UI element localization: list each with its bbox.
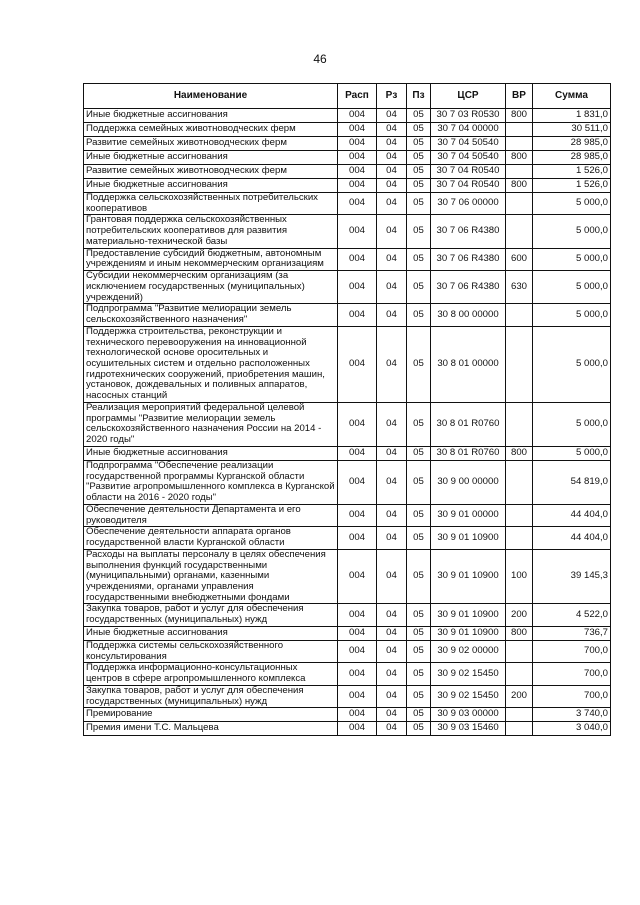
cell-csr: 30 7 04 R0540 [431, 179, 506, 193]
cell-pz: 05 [407, 165, 431, 179]
cell-sum: 700,0 [533, 685, 611, 707]
cell-vr [506, 527, 533, 549]
cell-pz: 05 [407, 604, 431, 626]
cell-name: Развитие семейных животноводческих ферм [84, 137, 338, 151]
cell-rz: 04 [377, 685, 407, 707]
cell-sum: 5 000,0 [533, 446, 611, 460]
table-row [84, 402, 611, 446]
cell-pz: 05 [407, 446, 431, 460]
cell-pz: 05 [407, 123, 431, 137]
cell-pz: 05 [407, 304, 431, 326]
cell-csr: 30 9 01 00000 [431, 504, 506, 526]
page-number: 46 [313, 52, 327, 66]
cell-csr: 30 7 06 00000 [431, 193, 506, 215]
cell-rz: 04 [377, 504, 407, 526]
cell-sum: 736,7 [533, 626, 611, 640]
header-vr: ВР [506, 84, 533, 109]
cell-pz: 05 [407, 549, 431, 604]
cell-name: Премирование [84, 708, 338, 722]
cell-pz: 05 [407, 179, 431, 193]
table-row [84, 137, 611, 151]
table-row [84, 460, 611, 504]
cell-pz: 05 [407, 248, 431, 270]
cell-name: Иные бюджетные ассигнования [84, 109, 338, 123]
cell-name: Обеспечение деятельности аппарата органов государственной власти Курганской области [84, 527, 338, 549]
cell-vr [506, 722, 533, 736]
cell-pz: 05 [407, 708, 431, 722]
cell-rasp: 004 [338, 402, 377, 446]
cell-csr: 30 7 03 R0530 [431, 109, 506, 123]
cell-sum: 3 040,0 [533, 722, 611, 736]
cell-pz: 05 [407, 326, 431, 402]
table-row [84, 604, 611, 626]
cell-rz: 04 [377, 626, 407, 640]
cell-sum: 1 831,0 [533, 109, 611, 123]
cell-sum: 5 000,0 [533, 304, 611, 326]
table-row [84, 722, 611, 736]
cell-vr [506, 193, 533, 215]
cell-csr: 30 7 06 R4380 [431, 271, 506, 304]
budget-table [83, 83, 611, 736]
cell-vr [506, 708, 533, 722]
cell-sum: 44 404,0 [533, 527, 611, 549]
header-rasp: Расп [338, 84, 377, 109]
cell-csr: 30 8 01 R0760 [431, 402, 506, 446]
table-header [84, 84, 611, 109]
header-row [84, 84, 611, 109]
cell-rz: 04 [377, 663, 407, 685]
cell-rasp: 004 [338, 165, 377, 179]
cell-vr: 200 [506, 604, 533, 626]
cell-name: Подпрограмма "Развитие мелиорации земель сельскохозяйственного назначения" [84, 304, 338, 326]
cell-vr [506, 504, 533, 526]
header-name: Наименование [84, 84, 338, 109]
cell-rz: 04 [377, 179, 407, 193]
cell-rasp: 004 [338, 215, 377, 248]
table-row [84, 123, 611, 137]
cell-rz: 04 [377, 248, 407, 270]
table-row [84, 179, 611, 193]
cell-rz: 04 [377, 460, 407, 504]
cell-rz: 04 [377, 708, 407, 722]
cell-csr: 30 7 04 50540 [431, 137, 506, 151]
cell-vr: 800 [506, 626, 533, 640]
table-row [84, 193, 611, 215]
cell-pz: 05 [407, 722, 431, 736]
cell-pz: 05 [407, 527, 431, 549]
cell-rz: 04 [377, 271, 407, 304]
table-row [84, 663, 611, 685]
cell-vr: 630 [506, 271, 533, 304]
cell-csr: 30 9 03 15460 [431, 722, 506, 736]
cell-csr: 30 7 06 R4380 [431, 215, 506, 248]
cell-csr: 30 9 03 00000 [431, 708, 506, 722]
cell-csr: 30 7 04 00000 [431, 123, 506, 137]
cell-csr: 30 9 01 10900 [431, 626, 506, 640]
cell-rasp: 004 [338, 663, 377, 685]
cell-pz: 05 [407, 109, 431, 123]
cell-rasp: 004 [338, 248, 377, 270]
cell-rz: 04 [377, 326, 407, 402]
cell-name: Реализация мероприятий федеральной целевой программы "Развитие мелиорации земель сельскохозяйственного назначения России на 2014 - 2020 годы" [84, 402, 338, 446]
cell-name: Грантовая поддержка сельскохозяйственных потребительских кооперативов для развития материально-технической базы [84, 215, 338, 248]
table-row [84, 640, 611, 662]
cell-pz: 05 [407, 460, 431, 504]
cell-name: Подпрограмма "Обеспечение реализации государственной программы Курганской области "Развитие агропромышленного комплекса в Курганской области на 2016 - 2020 годы" [84, 460, 338, 504]
cell-sum: 44 404,0 [533, 504, 611, 526]
cell-csr: 30 9 01 10900 [431, 527, 506, 549]
cell-pz: 05 [407, 402, 431, 446]
cell-rasp: 004 [338, 179, 377, 193]
cell-name: Развитие семейных животноводческих ферм [84, 165, 338, 179]
cell-rasp: 004 [338, 123, 377, 137]
table-row [84, 527, 611, 549]
cell-rz: 04 [377, 527, 407, 549]
cell-rasp: 004 [338, 137, 377, 151]
cell-name: Поддержка семейных животноводческих ферм [84, 123, 338, 137]
cell-sum: 4 522,0 [533, 604, 611, 626]
table-row [84, 109, 611, 123]
cell-name: Расходы на выплаты персоналу в целях обеспечения выполнения функций государственными (муниципальными) органами, казенными учреждениями, органами управления государственными внебюджетными фондами [84, 549, 338, 604]
cell-name: Субсидии некоммерческим организациям (за исключением государственных (муниципальных) учреждений) [84, 271, 338, 304]
cell-rasp: 004 [338, 504, 377, 526]
table-row [84, 215, 611, 248]
table-row [84, 685, 611, 707]
cell-pz: 05 [407, 640, 431, 662]
cell-csr: 30 7 06 R4380 [431, 248, 506, 270]
table-row [84, 248, 611, 270]
table-row [84, 504, 611, 526]
cell-sum: 5 000,0 [533, 193, 611, 215]
cell-name: Закупка товаров, работ и услуг для обеспечения государственных (муниципальных) нужд [84, 685, 338, 707]
cell-sum: 5 000,0 [533, 215, 611, 248]
cell-rasp: 004 [338, 446, 377, 460]
table-row [84, 271, 611, 304]
cell-rasp: 004 [338, 109, 377, 123]
cell-sum: 3 740,0 [533, 708, 611, 722]
cell-pz: 05 [407, 215, 431, 248]
cell-vr [506, 460, 533, 504]
cell-csr: 30 7 04 50540 [431, 151, 506, 165]
cell-sum: 54 819,0 [533, 460, 611, 504]
cell-rasp: 004 [338, 722, 377, 736]
cell-sum: 1 526,0 [533, 165, 611, 179]
cell-sum: 700,0 [533, 640, 611, 662]
cell-rz: 04 [377, 549, 407, 604]
cell-rasp: 004 [338, 640, 377, 662]
cell-vr [506, 137, 533, 151]
table-row [84, 708, 611, 722]
cell-rz: 04 [377, 640, 407, 662]
cell-sum: 1 526,0 [533, 179, 611, 193]
cell-sum: 5 000,0 [533, 326, 611, 402]
cell-csr: 30 8 00 00000 [431, 304, 506, 326]
cell-name: Иные бюджетные ассигнования [84, 179, 338, 193]
cell-csr: 30 9 01 10900 [431, 604, 506, 626]
cell-sum: 30 511,0 [533, 123, 611, 137]
cell-csr: 30 7 04 R0540 [431, 165, 506, 179]
cell-csr: 30 9 02 15450 [431, 663, 506, 685]
cell-pz: 05 [407, 137, 431, 151]
cell-csr: 30 8 01 R0760 [431, 446, 506, 460]
cell-name: Обеспечение деятельности Департамента и его руководителя [84, 504, 338, 526]
cell-name: Поддержка строительства, реконструкции и технического перевооружения на инновационной технологической основе оросительных и осушительных систем и отдельно расположенных гидротехнических сооружений, приобретения машин, установок, дождевальных и поливных аппаратов, насосных станций [84, 326, 338, 402]
cell-rasp: 004 [338, 460, 377, 504]
cell-rz: 04 [377, 215, 407, 248]
cell-name: Премия имени Т.С. Мальцева [84, 722, 338, 736]
table-row [84, 626, 611, 640]
cell-name: Иные бюджетные ассигнования [84, 446, 338, 460]
cell-rz: 04 [377, 193, 407, 215]
cell-rz: 04 [377, 402, 407, 446]
cell-csr: 30 9 02 00000 [431, 640, 506, 662]
cell-vr [506, 304, 533, 326]
cell-sum: 5 000,0 [533, 402, 611, 446]
cell-rz: 04 [377, 109, 407, 123]
cell-vr [506, 663, 533, 685]
header-sum: Сумма [533, 84, 611, 109]
cell-pz: 05 [407, 626, 431, 640]
cell-rasp: 004 [338, 271, 377, 304]
cell-rz: 04 [377, 151, 407, 165]
cell-rz: 04 [377, 604, 407, 626]
cell-sum: 700,0 [533, 663, 611, 685]
cell-vr [506, 123, 533, 137]
cell-name: Иные бюджетные ассигнования [84, 626, 338, 640]
cell-rasp: 004 [338, 708, 377, 722]
table-row [84, 165, 611, 179]
table-body [84, 109, 611, 736]
cell-name: Поддержка информационно-консультационных центров в сфере агропромышленного комплекса [84, 663, 338, 685]
cell-vr [506, 402, 533, 446]
cell-vr: 800 [506, 109, 533, 123]
cell-vr [506, 326, 533, 402]
cell-vr [506, 165, 533, 179]
cell-name: Закупка товаров, работ и услуг для обеспечения государственных (муниципальных) нужд [84, 604, 338, 626]
cell-name: Поддержка сельскохозяйственных потребительских кооперативов [84, 193, 338, 215]
cell-pz: 05 [407, 193, 431, 215]
cell-csr: 30 9 01 10900 [431, 549, 506, 604]
cell-pz: 05 [407, 151, 431, 165]
cell-rz: 04 [377, 123, 407, 137]
cell-vr: 800 [506, 179, 533, 193]
cell-vr: 100 [506, 549, 533, 604]
cell-sum: 28 985,0 [533, 137, 611, 151]
cell-name: Предоставление субсидий бюджетным, автономным учреждениям и иным некоммерческим организациям [84, 248, 338, 270]
cell-rasp: 004 [338, 549, 377, 604]
cell-rz: 04 [377, 304, 407, 326]
header-csr: ЦСР [431, 84, 506, 109]
cell-rasp: 004 [338, 685, 377, 707]
table-row [84, 151, 611, 165]
cell-vr: 600 [506, 248, 533, 270]
table-row [84, 326, 611, 402]
header-pz: Пз [407, 84, 431, 109]
cell-sum: 39 145,3 [533, 549, 611, 604]
cell-csr: 30 9 02 15450 [431, 685, 506, 707]
cell-rz: 04 [377, 137, 407, 151]
cell-rasp: 004 [338, 527, 377, 549]
cell-rasp: 004 [338, 304, 377, 326]
cell-sum: 5 000,0 [533, 248, 611, 270]
cell-vr: 200 [506, 685, 533, 707]
cell-vr [506, 215, 533, 248]
cell-vr [506, 640, 533, 662]
cell-rz: 04 [377, 165, 407, 179]
table-row [84, 549, 611, 604]
cell-pz: 05 [407, 271, 431, 304]
cell-vr: 800 [506, 446, 533, 460]
cell-vr: 800 [506, 151, 533, 165]
cell-sum: 5 000,0 [533, 271, 611, 304]
cell-rasp: 004 [338, 626, 377, 640]
cell-rasp: 004 [338, 151, 377, 165]
cell-csr: 30 8 01 00000 [431, 326, 506, 402]
cell-csr: 30 9 00 00000 [431, 460, 506, 504]
cell-rasp: 004 [338, 604, 377, 626]
cell-pz: 05 [407, 504, 431, 526]
cell-rz: 04 [377, 722, 407, 736]
cell-sum: 28 985,0 [533, 151, 611, 165]
cell-rasp: 004 [338, 326, 377, 402]
cell-pz: 05 [407, 663, 431, 685]
table-row [84, 446, 611, 460]
cell-name: Иные бюджетные ассигнования [84, 151, 338, 165]
cell-name: Поддержка системы сельскохозяйственного консультирования [84, 640, 338, 662]
cell-pz: 05 [407, 685, 431, 707]
cell-rz: 04 [377, 446, 407, 460]
header-rz: Рз [377, 84, 407, 109]
cell-rasp: 004 [338, 193, 377, 215]
table-row [84, 304, 611, 326]
